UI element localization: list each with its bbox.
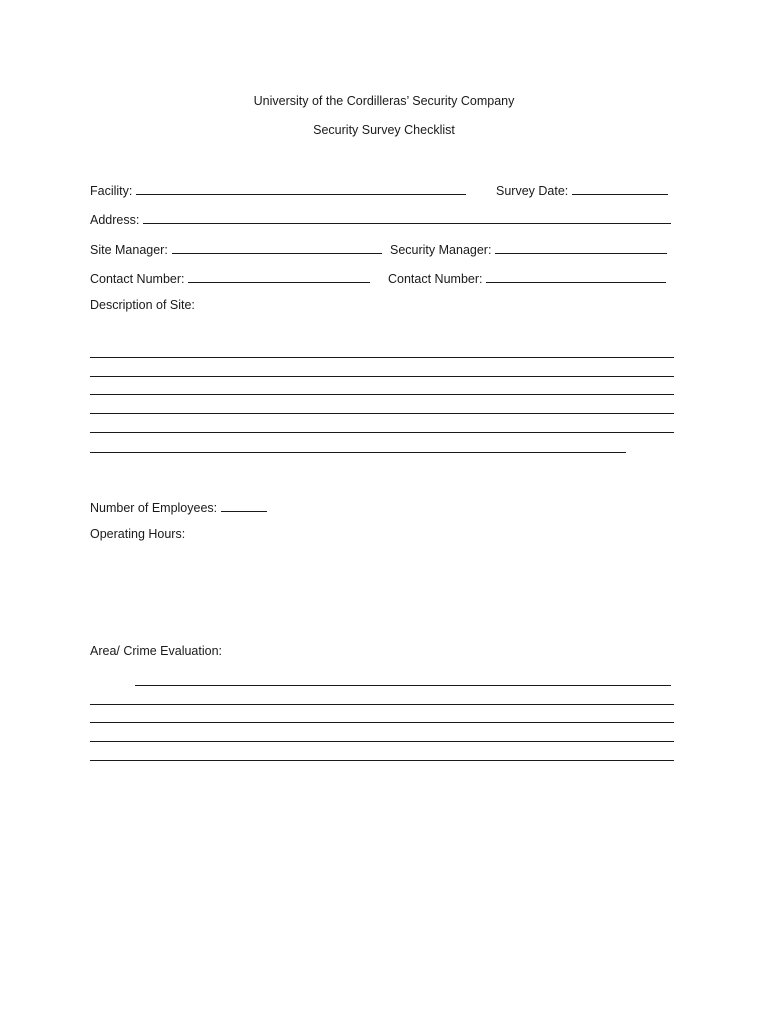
area-crime-evaluation-heading: Area/ Crime Evaluation: (90, 644, 223, 658)
evaluation-line[interactable] (135, 685, 671, 686)
operating-hours-heading: Operating Hours: (90, 527, 186, 541)
facility-field[interactable] (90, 180, 466, 198)
survey-date-field[interactable] (496, 180, 668, 198)
description-line[interactable] (90, 376, 674, 377)
evaluation-line[interactable] (90, 704, 674, 705)
facility-input-line[interactable] (136, 193, 466, 195)
security-manager-field[interactable] (390, 239, 667, 257)
number-of-employees-input-line[interactable] (221, 510, 267, 512)
description-line[interactable] (90, 432, 674, 433)
contact-number-right-label: Contact Number: (388, 272, 483, 286)
security-manager-input-line[interactable] (495, 252, 667, 254)
description-line[interactable] (90, 452, 626, 453)
site-manager-label: Site Manager: (90, 243, 168, 257)
site-manager-input-line[interactable] (172, 252, 382, 254)
description-line[interactable] (90, 394, 674, 395)
survey-date-label: Survey Date: (496, 184, 569, 198)
contact-number-left-label: Contact Number: (90, 272, 185, 286)
evaluation-line[interactable] (90, 760, 674, 761)
document-subtitle: Security Survey Checklist (313, 123, 455, 137)
description-line[interactable] (90, 413, 674, 414)
contact-number-left-field[interactable] (90, 268, 370, 286)
address-field[interactable] (90, 209, 671, 227)
evaluation-line[interactable] (90, 722, 674, 723)
description-line[interactable] (90, 357, 674, 358)
number-of-employees-label: Number of Employees: (90, 501, 218, 515)
description-of-site-heading: Description of Site: (90, 298, 195, 312)
contact-number-left-input-line[interactable] (188, 281, 370, 283)
contact-number-right-field[interactable] (388, 268, 666, 286)
security-manager-label: Security Manager: (390, 243, 492, 257)
address-input-line[interactable] (143, 222, 671, 224)
facility-label: Facility: (90, 184, 133, 198)
number-of-employees-field[interactable] (90, 497, 267, 515)
contact-number-right-input-line[interactable] (486, 281, 666, 283)
document-title: University of the Cordilleras’ Security Company (253, 94, 515, 108)
site-manager-field[interactable] (90, 239, 382, 257)
evaluation-line[interactable] (90, 741, 674, 742)
survey-date-input-line[interactable] (572, 193, 668, 195)
address-label: Address: (90, 213, 140, 227)
